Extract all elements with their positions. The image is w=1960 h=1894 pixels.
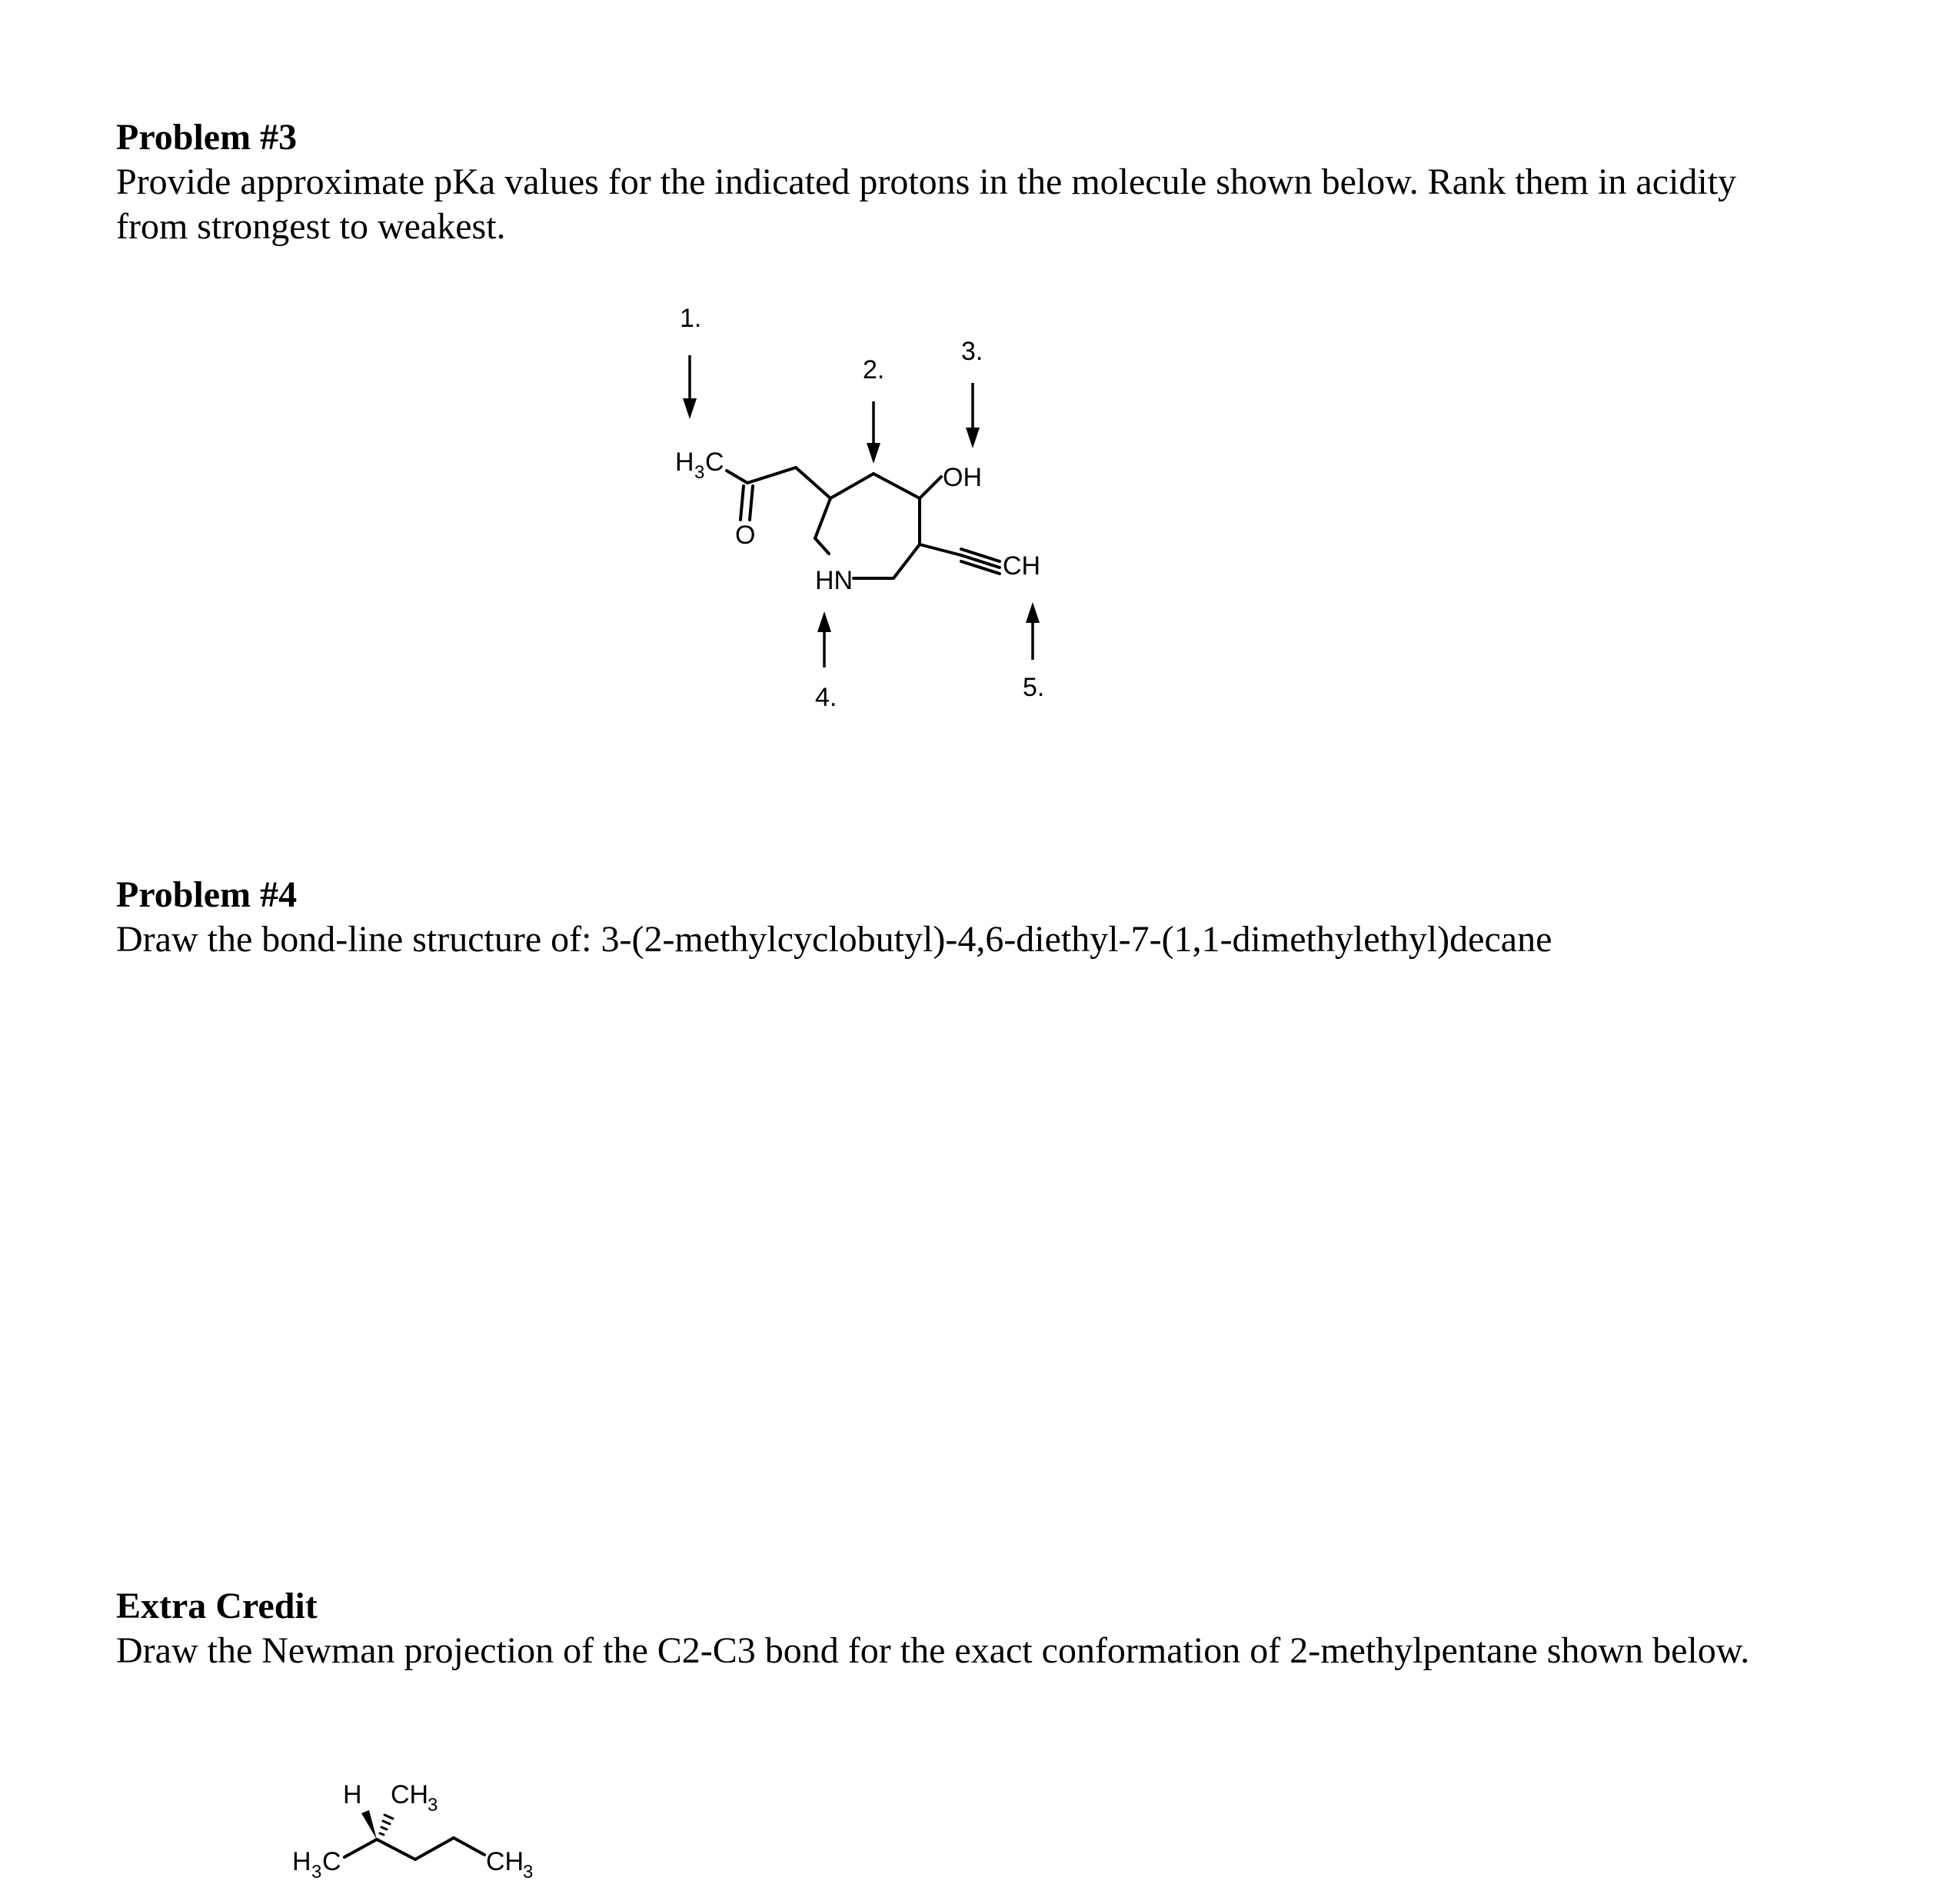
svg-text:H: H <box>292 1847 311 1876</box>
arrow-5 <box>1026 602 1040 660</box>
arrow-label-5: 5. <box>1023 673 1045 702</box>
extra-credit-molecule-diagram <box>0 1753 1960 1894</box>
left-methyl-label <box>292 1847 341 1882</box>
extra-credit-instruction: Draw the Newman projection of the C2-C3 bond for the exact conformation of 2-methylpentane shown below. <box>116 1630 1750 1671</box>
extra-credit-section <box>116 1584 1854 1673</box>
svg-text:CH: CH <box>391 1780 429 1809</box>
problem-4-section <box>116 873 1854 962</box>
problem-3-heading: Problem #3 <box>116 117 298 158</box>
arrow-1 <box>683 355 697 419</box>
svg-text:3: 3 <box>428 1795 438 1816</box>
svg-text:C: C <box>705 448 724 477</box>
problem-3-instruction-line-1: Provide approximate pKa values for the indicated protons in the molecule shown below. Rank them in acidity <box>116 161 1737 202</box>
methyl-label-h3c <box>675 448 724 483</box>
problem-3-molecule-diagram <box>0 0 1960 769</box>
svg-text:3: 3 <box>694 462 705 483</box>
carbonyl-oxygen-label: O <box>735 521 756 550</box>
problem-4-heading: Problem #4 <box>116 874 298 915</box>
hydrogen-label: H <box>343 1780 362 1809</box>
arrow-label-3: 3. <box>961 337 983 366</box>
arrow-4 <box>817 611 831 667</box>
arrow-3 <box>966 383 980 448</box>
arrow-label-1: 1. <box>680 304 702 333</box>
svg-text:3: 3 <box>311 1862 322 1882</box>
hydroxyl-oh-label: OH <box>943 463 982 492</box>
svg-text:C: C <box>322 1847 341 1876</box>
svg-text:CH: CH <box>486 1847 524 1876</box>
extra-credit-heading: Extra Credit <box>116 1586 318 1626</box>
problem-4-instruction: Draw the bond-line structure of: 3-(2-methylcyclobutyl)-4,6-diethyl-7-(1,1-dimethylethyl)decane <box>116 919 1552 960</box>
top-methyl-label <box>391 1780 438 1816</box>
right-methyl-label <box>486 1847 533 1882</box>
extra-credit-bonds <box>344 1810 484 1859</box>
arrow-2 <box>867 401 880 464</box>
arrow-label-4: 4. <box>815 683 837 712</box>
svg-text:3: 3 <box>523 1862 534 1882</box>
alkyne-ch-label: CH <box>1003 551 1041 581</box>
wedge-bond <box>361 1810 377 1839</box>
amine-nh-label: HN <box>815 566 854 595</box>
problem-3-instruction-line-2: from strongest to weakest. <box>116 206 506 247</box>
svg-text:H: H <box>675 448 694 477</box>
hashed-bond <box>380 1815 393 1835</box>
arrow-label-2: 2. <box>863 355 885 384</box>
